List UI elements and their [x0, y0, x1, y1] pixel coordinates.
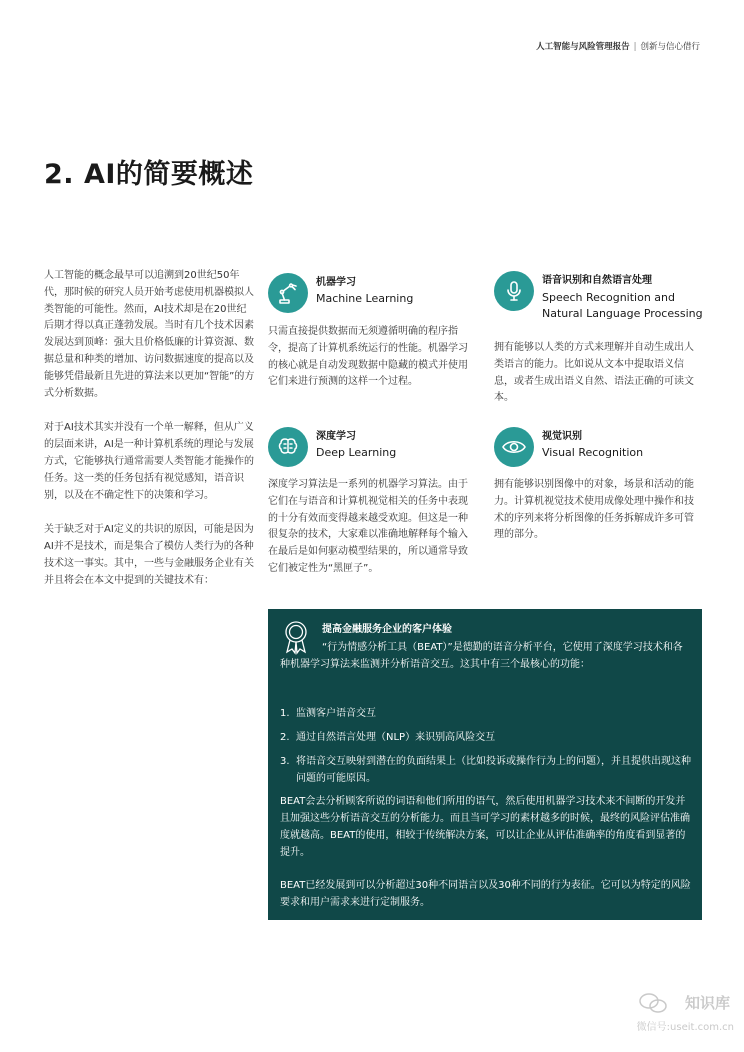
list-text: 监测客户语音交互: [296, 708, 376, 719]
robot-arm-icon: [268, 273, 308, 313]
header-separator: |: [633, 42, 637, 52]
tech-description: 拥有能够识别图像中的对象，场景和活动的能力。计算机视觉技术使用成像处理中操作和技术的序列来将分析图像的任务拆解成许多可管理的部分。: [494, 479, 694, 541]
brain-icon: [268, 427, 308, 467]
report-title: 人工智能与风险管理报告: [536, 42, 630, 52]
tech-name-zh: 语音识别和自然语言处理: [542, 275, 652, 286]
wechat-logo-icon: [638, 992, 668, 1018]
tech-machine-learning: [268, 273, 482, 413]
list-number: 1.: [280, 708, 290, 719]
tech-name-zh: 深度学习: [316, 431, 356, 442]
tech-description: 拥有能够以人类的方式来理解并自动生成出人类语言的能力。比如说从文本中提取语义信息，或者生成出语义自然、语法正确的可读文本。: [494, 342, 694, 404]
tech-description: 深度学习算法是一系列的机器学习算法。由于它们在与语音和计算机视觉相关的任务中表现的十分有效而变得越来越受欢迎。但这是一种很复杂的技术，大家难以准确地解释每个输入在最后是如何驱动模型结果的，所以通常导致它们被定性为“黑匣子”。: [268, 479, 468, 574]
tech-name-en: Machine Learning: [316, 292, 414, 305]
tech-speech-recognition: [494, 271, 708, 411]
watermark-account: 微信号:useit.com.cn: [636, 1022, 734, 1033]
list-text: 将语音交互映射到潜在的负面结果上（比如投诉或操作行为上的问题），并且提供出现这种问题的可能原因。: [296, 756, 691, 784]
feature-list: [280, 705, 692, 794]
intro-paragraph-2: 对于AI技术其实并没有一个单一解释，但从广义的层面来讲，AI是一种计算机系统的理论与发展方式，它能够执行通常需要人类智能才能操作的任务。这一类的任务包括有视觉感知，语音识别，以及在不确定性下的决策和学习。: [44, 422, 254, 501]
section-title: 2. AI的简要概述: [44, 159, 254, 190]
tech-name-zh: 机器学习: [316, 277, 356, 288]
eye-icon: [494, 427, 534, 467]
tech-visual-recognition: [494, 427, 708, 567]
tech-deep-learning: [268, 427, 482, 597]
intro-column: [44, 268, 256, 608]
tech-name-en: Visual Recognition: [542, 446, 644, 459]
intro-paragraph-1: 人工智能的概念最早可以追溯到20世纪50年代，那时候的研究人员开始考虑使用机器模拟人类智能的可能性。然而，AI技术却是在20世纪后期才得以真正蓬勃发展。当时有几个技术因素发展达到顶峰：强大且价格低廉的计算资源、数据总量和种类的增加、访问数据速度的提高以及能够凭借最新且先进的算法来以更加“智能”的方式分析数据。: [44, 270, 255, 399]
case-study-paragraph-2: BEAT会去分析顾客所说的词语和他们所用的语气，然后使用机器学习技术来不间断的开发并且加强这些分析语音交互的分析能力。而且当可学习的素材越多的时候，最终的风险评估准确度就越高。BEAT的使用，相较于传统解决方案，可以让企业从评估准确率的角度看到显著的提升。: [280, 796, 690, 858]
case-study-box: [268, 609, 702, 920]
tech-name-en: Deep Learning: [316, 446, 397, 459]
list-item: [280, 729, 692, 746]
microphone-icon: [494, 271, 534, 311]
tech-name-en: Speech Recognition and Natural Language Processing: [542, 291, 703, 320]
intro-paragraph-3: 关于缺乏对于AI定义的共识的原因，可能是因为AI并不是技术，而是集合了模仿人类行为的各种技术这一事实。其中，一些与金融服务企业有关并且将会在本文中提到的关键技术有：: [44, 524, 254, 586]
list-text: 通过自然语言处理（NLP）来识别高风险交互: [296, 732, 496, 743]
list-item: [280, 753, 692, 787]
tech-description: 只需直接提供数据而无须遵循明确的程序指令，提高了计算机系统运行的性能。机器学习的核心就是自动发现数据中隐藏的模式并使用它们来进行预测的这样一个过程。: [268, 326, 468, 388]
list-item: [280, 705, 692, 722]
watermark-brand: 知识库: [684, 994, 730, 1012]
list-number: 2.: [280, 732, 290, 743]
case-study-intro: “行为情感分析工具（BEAT）”是德勤的语音分析平台，它使用了深度学习技术和各种机器学习算法来监测并分析语音交互。这其中有三个最核心的功能：: [280, 642, 683, 670]
tech-name-zh: 视觉识别: [542, 431, 582, 442]
case-study-paragraph-3: BEAT已经发展到可以分析超过30种不同语言以及30种不同的行为表征。它可以为特定的风险要求和用户需求来进行定制服务。: [280, 880, 691, 908]
case-study-title: 提高金融服务企业的客户体验: [322, 624, 452, 635]
list-number: 3.: [280, 756, 290, 767]
running-header: [536, 40, 700, 52]
watermark: [624, 988, 734, 1042]
report-subtitle: 创新与信心借行: [640, 42, 700, 52]
